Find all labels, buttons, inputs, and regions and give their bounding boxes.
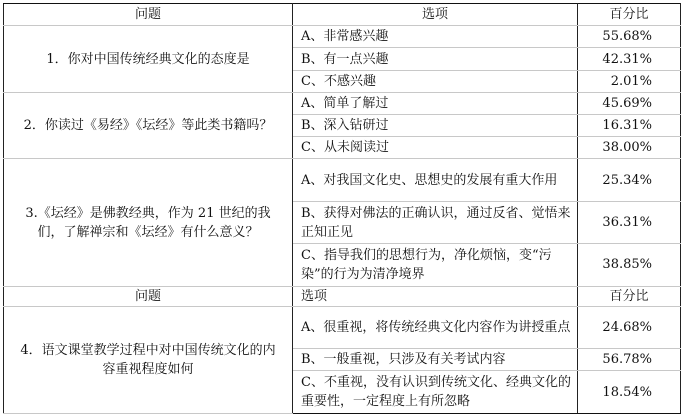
option-percent: 38.85% — [578, 244, 681, 286]
option-percent: 16.31% — [578, 115, 681, 137]
question-3: 3.《坛经》是佛教经典，作为 21 世纪的我们，了解禅宗和《坛经》有什么意义？ — [4, 159, 293, 286]
option-label: A、对我国文化史、思想史的发展有重大作用 — [293, 159, 578, 201]
header-percent: 百分比 — [578, 286, 681, 306]
header-row — [4, 4, 681, 26]
option-label: B、有一点兴趣 — [293, 48, 578, 70]
option-label: B、获得对佛法的正确认识，通过反省、觉悟来正知正见 — [293, 201, 578, 243]
option-label: A、非常感兴趣 — [293, 26, 578, 48]
table-row — [4, 92, 681, 114]
option-percent: 56.78% — [578, 349, 681, 371]
header-question: 问题 — [4, 286, 293, 306]
option-percent: 42.31% — [578, 48, 681, 70]
header-row — [4, 286, 681, 306]
option-label: C、指导我们的思想行为，净化烦恼，变“污染”的行为为清净境界 — [293, 244, 578, 286]
header-percent: 百分比 — [578, 4, 681, 26]
header-question: 问题 — [4, 4, 293, 26]
table-row — [4, 26, 681, 48]
survey-table — [3, 3, 681, 414]
question-4: 4．语文课堂教学过程中对中国传统文化的内容重视程度如何 — [4, 306, 293, 413]
header-option: 选项 — [293, 4, 578, 26]
option-label: C、不感兴趣 — [293, 70, 578, 92]
option-label: B、深入钻研过 — [293, 115, 578, 137]
question-1: 1．你对中国传统经典文化的态度是 — [4, 26, 293, 93]
option-percent: 18.54% — [578, 371, 681, 414]
option-label: A、简单了解过 — [293, 92, 578, 114]
option-label: C、从未阅读过 — [293, 137, 578, 159]
option-percent: 45.69% — [578, 92, 681, 114]
option-label: C、不重视，没有认识到传统文化、经典文化的重要性，一定程度上有所忽略 — [293, 371, 578, 414]
table-row — [4, 306, 681, 348]
option-percent: 55.68% — [578, 26, 681, 48]
option-percent: 38.00% — [578, 137, 681, 159]
option-percent: 25.34% — [578, 159, 681, 201]
table-row — [4, 159, 681, 201]
option-label: B、一般重视，只涉及有关考试内容 — [293, 349, 578, 371]
option-label: A、很重视，将传统经典文化内容作为讲授重点 — [293, 306, 578, 348]
option-percent: 36.31% — [578, 201, 681, 243]
header-option: 选项 — [293, 286, 578, 306]
option-percent: 24.68% — [578, 306, 681, 348]
question-2: 2．你读过《易经》《坛经》等此类书籍吗？ — [4, 92, 293, 159]
option-percent: 2.01% — [578, 70, 681, 92]
